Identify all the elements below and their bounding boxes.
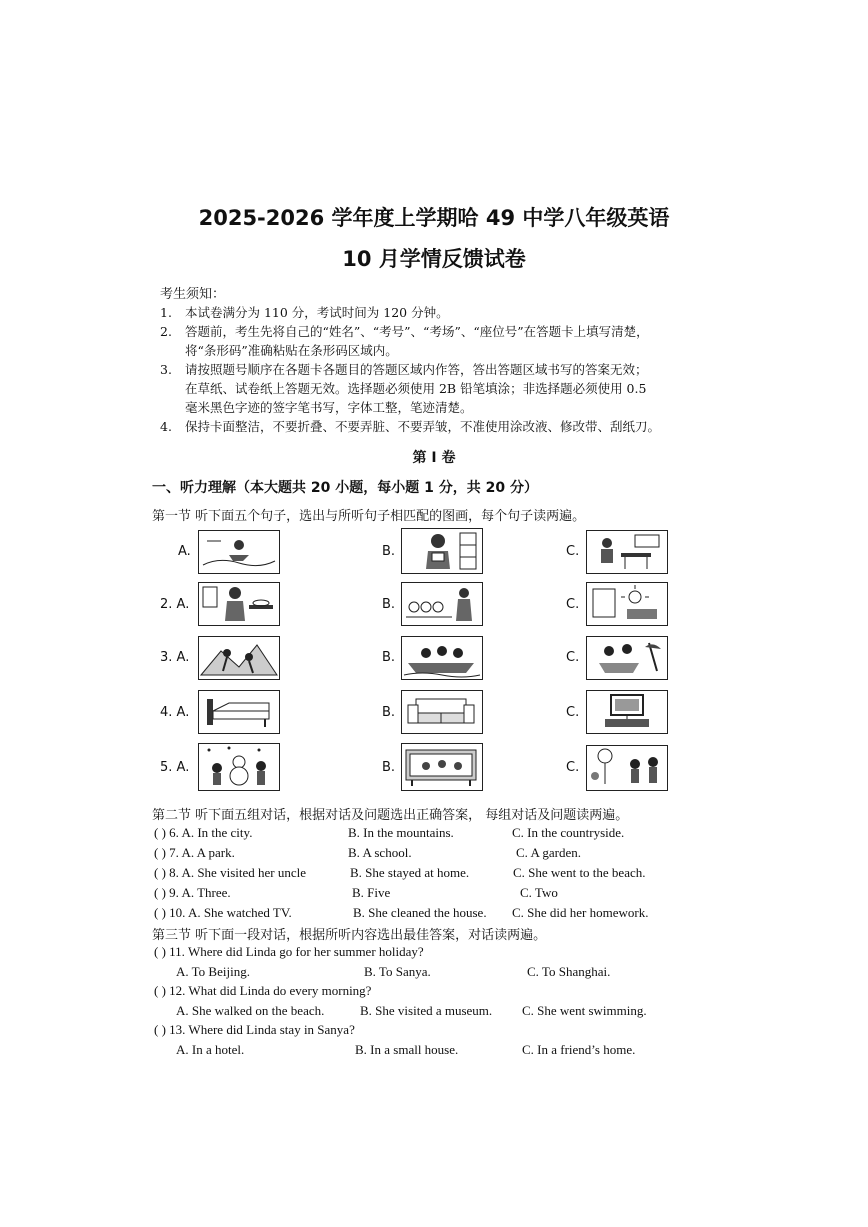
option-b: B. She stayed at home. (350, 865, 470, 880)
pic-label: 3. A. (160, 650, 190, 665)
option-b: B. She visited a museum. (360, 1003, 493, 1018)
snowman-icon (198, 743, 280, 791)
classroom-icon (586, 530, 668, 574)
girl-reading-icon (401, 528, 483, 574)
option-c: C. She did her homework. (512, 905, 649, 920)
question-stem: ( ) 11. Where did Linda go for her summer holiday? (154, 944, 424, 959)
pic-label: C. (566, 597, 580, 612)
option-c: C. She went swimming. (522, 1003, 647, 1018)
pic-label: B. (382, 544, 396, 559)
section-heading: 一、听力理解（本大题共 20 小题，每小题 1 分，共 20 分） (152, 480, 538, 496)
option-c: C. She went to the beach. (513, 865, 646, 880)
boating-icon (401, 636, 483, 680)
question-stem: ( ) 13. Where did Linda stay in Sanya? (154, 1022, 355, 1037)
exam-subtitle: 10 月学情反馈试卷 (342, 247, 526, 271)
notice-num: 3. (160, 362, 172, 377)
gardening-icon (401, 582, 483, 626)
option-b: B. In a small house. (355, 1042, 459, 1057)
option-c: C. Two (520, 885, 558, 900)
picnic-icon (586, 636, 668, 680)
question-stem: ( ) 12. What did Linda do every morning? (154, 983, 372, 998)
sofa-icon (401, 690, 483, 734)
jie3-instruction: 第三节 听下面一段对话，根据所听内容选出最佳答案，对话读两遍。 (152, 928, 547, 943)
notice-line: 在草纸、试卷纸上答题无效。选择题必须使用 2B 铅笔填涂；非选择题必须使用 0.5 (185, 381, 647, 396)
pic-label: B. (382, 650, 396, 665)
tv-icon (586, 690, 668, 734)
question-stem: ( ) 10. A. She watched TV. (154, 905, 292, 920)
notice-line: 毫米黑色字迹的签字笔书写，字体工整，笔迹清楚。 (185, 400, 473, 415)
pic-label: B. (382, 760, 396, 775)
pic-label: 2. A. (160, 597, 190, 612)
kids-playing-icon (586, 745, 668, 791)
question-stem: ( ) 6. A. In the city. (154, 825, 253, 840)
option-c: C. A garden. (516, 845, 581, 860)
question-stem: ( ) 7. A. A park. (154, 845, 235, 860)
pic-label: 5. A. (160, 760, 190, 775)
pic-label: B. (382, 597, 396, 612)
bed-icon (198, 690, 280, 734)
notice-line: 请按照题号顺序在各题卡各题目的答题区域内作答，答出答题区域书写的答案无效； (185, 362, 648, 377)
pic-label: 4. A. (160, 705, 190, 720)
question-stem: ( ) 9. A. Three. (154, 885, 231, 900)
pic-label: B. (382, 705, 396, 720)
option-b: B. In the mountains. (348, 825, 454, 840)
notice-line: 答题前，考生先将自己的“姓名”、“考号”、“考场”、“座位号”在答题卡上填写清楚， (185, 324, 649, 339)
notice-line: 本试卷满分为 110 分，考试时间为 120 分钟。 (185, 305, 449, 320)
hiking-icon (198, 636, 280, 680)
part-title: 第 I 卷 (412, 450, 456, 466)
jie2-instruction: 第二节 听下面五组对话，根据对话及问题选出正确答案， 每组对话及问题读两遍。 (152, 808, 629, 823)
woman-cooking-icon (198, 582, 280, 626)
notice-num: 1. (160, 305, 172, 320)
beach-scene-icon (198, 530, 280, 574)
option-a: A. In a hotel. (176, 1042, 245, 1057)
pic-label: C. (566, 705, 580, 720)
option-b: B. Five (352, 885, 391, 900)
notice-num: 2. (160, 324, 172, 339)
notice-line: 保持卡面整洁，不要折叠、不要弄脏、不要弄皱，不准使用涂改液、修改带、刮纸刀。 (185, 419, 661, 434)
option-b: B. A school. (348, 845, 412, 860)
option-c: C. In the countryside. (512, 825, 625, 840)
option-c: C. To Shanghai. (527, 964, 611, 979)
bookshelf-icon (401, 743, 483, 791)
pic-label: C. (566, 544, 580, 559)
option-b: B. To Sanya. (364, 964, 431, 979)
option-c: C. In a friend’s home. (522, 1042, 636, 1057)
jie1-instruction: 第一节 听下面五个句子，选出与所听句子相匹配的图画，每个句子读两遍。 (152, 509, 586, 524)
notice-line: 将“条形码”准确粘贴在条形码区域内。 (185, 343, 398, 358)
exam-title: 2025-2026 学年度上学期哈 49 中学八年级英语 (198, 206, 670, 230)
question-stem: ( ) 8. A. She visited her uncle (154, 865, 306, 880)
sunny-room-icon (586, 582, 668, 626)
notice-label: 考生须知： (160, 287, 226, 302)
notice-num: 4. (160, 419, 172, 434)
option-a: A. To Beijing. (176, 964, 250, 979)
option-a: A. She walked on the beach. (176, 1003, 325, 1018)
option-b: B. She cleaned the house. (353, 905, 487, 920)
pic-label: A. (178, 544, 191, 559)
pic-label: C. (566, 650, 580, 665)
pic-label: C. (566, 760, 580, 775)
